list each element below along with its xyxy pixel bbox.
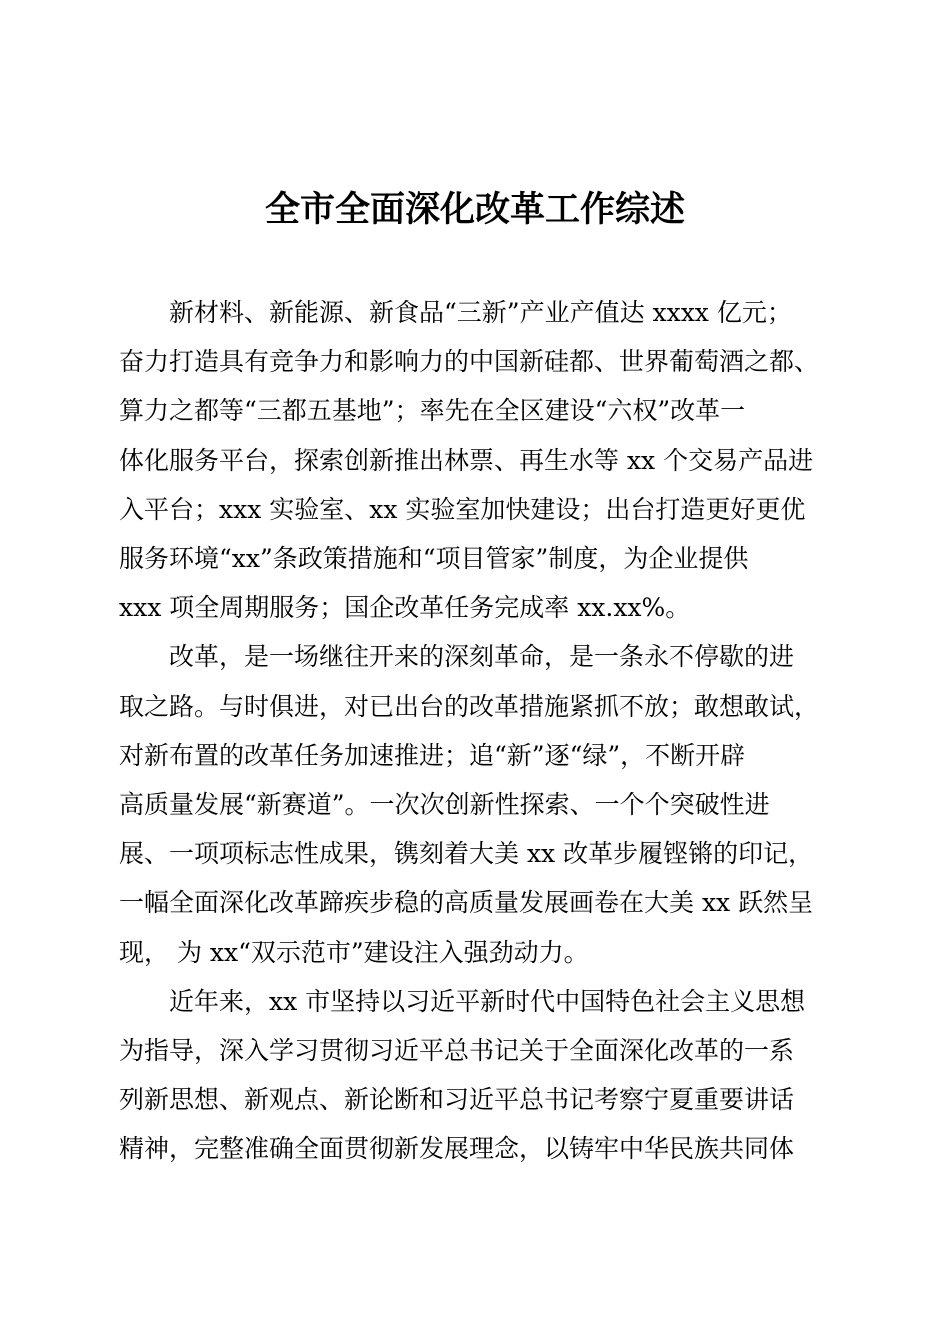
document-title: 全市全面深化改革工作综述 — [264, 189, 685, 230]
text-line: 取之路。与时俱进，对已出台的改革措施紧抓不放；敢想敢试， — [119, 691, 820, 721]
text-line: 精神，完整准确全面贯彻新发展理念，以铸牢中华民族共同体 — [119, 1134, 795, 1164]
text-line: 对新布置的改革任务加速推进；追“新”逐“绿”，不断开辟 — [119, 740, 746, 770]
paragraph-1 — [119, 288, 831, 632]
text-line: 奋力打造具有竞争力和影响力的中国新硅都、世界葡萄酒之都、 — [119, 347, 820, 377]
text-line: 展、一项项标志性成果，镌刻着大美 xx 改革步履铿锵的印记， — [119, 839, 814, 869]
text-line: xxx 项全周期服务；国企改革任务完成率 xx.xx%。 — [119, 593, 691, 623]
text-line: 现， 为 xx“双示范市”建设注入强劲动力。 — [119, 937, 589, 967]
document-body — [119, 288, 831, 1174]
paragraph-2 — [119, 632, 831, 976]
text-line: 体化服务平台，探索创新推出林票、再生水等 xx 个交易产品进 — [119, 445, 814, 475]
text-line: 入平台；xxx 实验室、xx 实验室加快建设；出台打造更好更优 — [119, 494, 806, 524]
text-line: 高质量发展“新赛道”。一次次创新性探索、一个个突破性进 — [119, 790, 770, 820]
text-line: 列新思想、新观点、新论断和习近平总书记考察宁夏重要讲话 — [119, 1085, 795, 1115]
text-line: 一幅全面深化改革蹄疾步稳的高质量发展画卷在大美 xx 跃然呈 — [119, 888, 814, 918]
paragraph-3 — [119, 977, 831, 1174]
text-line: 改革，是一场继往开来的深刻革命，是一条永不停歇的进 — [169, 642, 795, 672]
text-line: 新材料、新能源、新食品“三新”产业产值达 xxxx 亿元； — [169, 298, 792, 327]
text-line: 算力之都等“三都五基地”；率先在全区建设“六权”改革一 — [119, 396, 746, 426]
text-line: 近年来，xx 市坚持以习近平新时代中国特色社会主义思想 — [169, 986, 806, 1016]
text-line: 服务环境“xx”条政策措施和“项目管家”制度，为企业提供 — [119, 544, 749, 574]
text-line: 为指导，深入学习贯彻习近平总书记关于全面深化改革的一系 — [119, 1036, 795, 1066]
